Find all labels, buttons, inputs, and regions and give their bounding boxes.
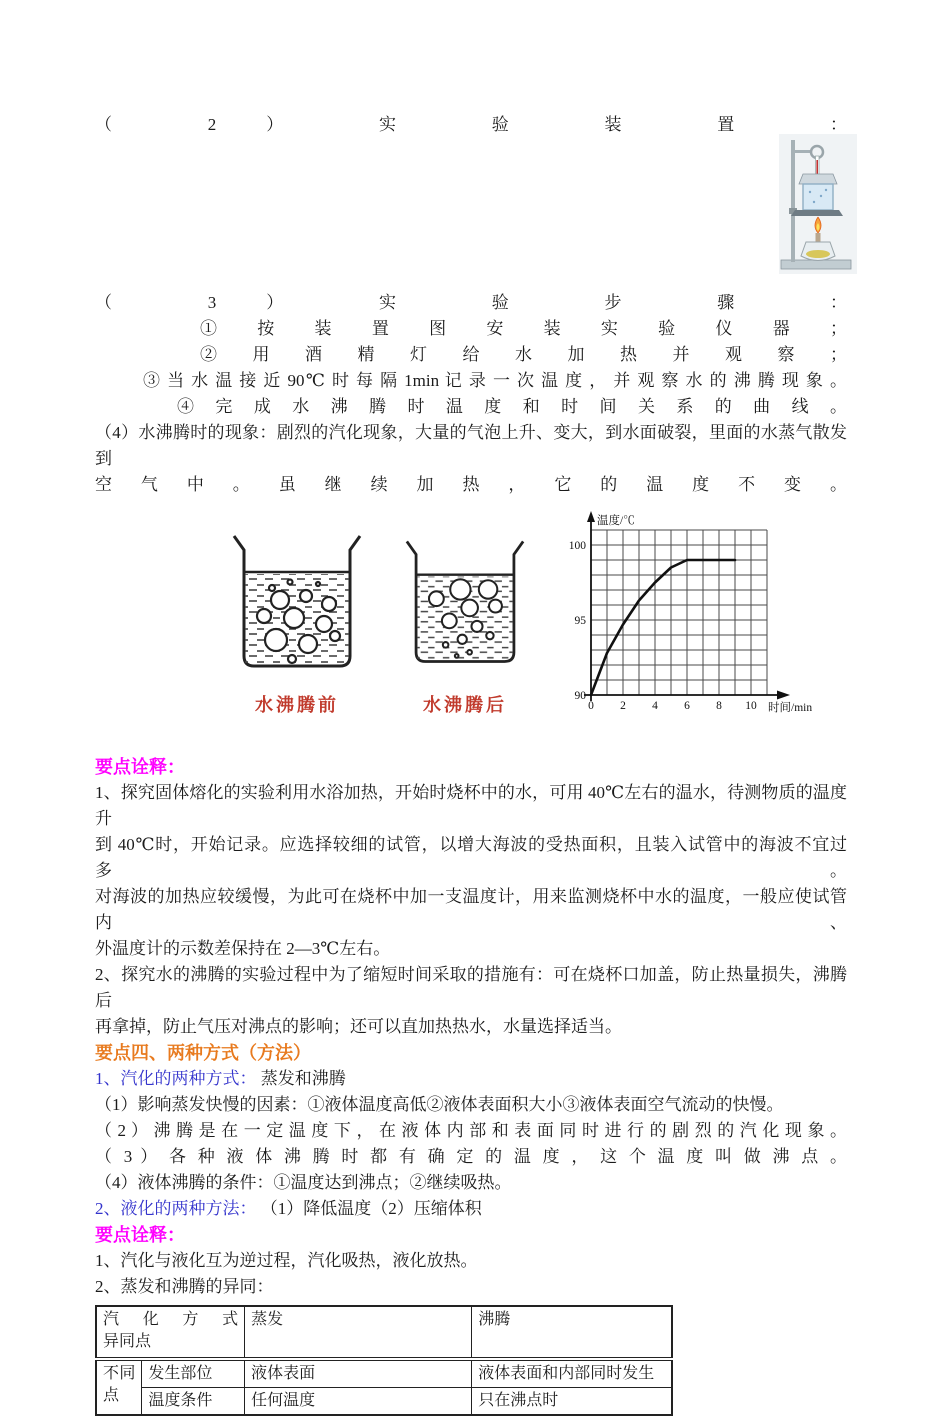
- figure-after-boiling: [405, 532, 525, 718]
- svg-text:10: 10: [745, 700, 757, 712]
- vaporization-methods-label: 1、汽化的两种方式：: [95, 1069, 257, 1088]
- vaporization-methods-text: 蒸发和沸腾: [256, 1069, 346, 1088]
- svg-text:0: 0: [588, 700, 594, 712]
- liquefaction-methods-label: 2、液化的两种方法：: [95, 1199, 257, 1218]
- x-axis-arrow: [777, 691, 790, 700]
- col-header-boiling: 沸腾: [472, 1306, 672, 1359]
- notes1-paragraph-1: [95, 780, 847, 962]
- key-notes-heading-2: 要点诠释：: [95, 1225, 185, 1245]
- row1-label: 发生部位: [142, 1359, 245, 1388]
- notes2-line1: 1、汽化与液化互为逆过程，汽化吸热，液化放热。: [95, 1251, 478, 1270]
- y-axis-arrow: [587, 511, 595, 522]
- step-2: ② 用 酒 精 灯 给 水 加 热 并 观 察 ；: [200, 345, 847, 364]
- notes1-p2-line2: 再拿掉，防止气压对沸点的影响；还可以直加热热水，水量选择适当。: [95, 1017, 622, 1036]
- steps-title-line: （ 3 ） 实 验 步 骤 ：: [95, 293, 847, 312]
- boiling-curve-chart: [563, 508, 818, 728]
- svg-text:100: 100: [568, 540, 586, 552]
- svg-text:2: 2: [620, 700, 626, 712]
- table-row: [96, 1359, 672, 1388]
- table-row: [96, 1388, 672, 1416]
- boiling-conditions-line: （4）液体沸腾的条件：①温度达到沸点；②继续吸热。: [95, 1173, 512, 1192]
- notes1-p2-line1: 2、探究水的沸腾的实验过程中为了缩短时间采取的措施有：可在烧杯口加盖，防止热量损失，沸腾后: [95, 965, 847, 1010]
- step-4: ④ 完 成 水 沸 腾 时 温 度 和 时 间 关 系 的 曲 线 。: [177, 397, 847, 416]
- beaker-figures: [232, 532, 525, 718]
- step-1: ① 按 装 置 图 安 装 实 验 仪 器 ；: [200, 319, 847, 338]
- y-axis-label: 温度/℃: [597, 515, 635, 527]
- figures-row: [95, 508, 847, 740]
- row1-boiling: 液体表面和内部同时发生: [472, 1359, 672, 1388]
- notes1-p1-line1: 1、探究固体熔化的实验利用水浴加热，开始时烧杯中的水，可用 40℃左右的温水，待测物质的温度升: [95, 783, 847, 828]
- row2-boiling: 只在沸点时: [472, 1388, 672, 1416]
- row2-evaporation: 任何温度: [245, 1388, 472, 1416]
- notes2-line2: 2、蒸发和沸腾的异同：: [95, 1277, 274, 1296]
- liquefaction-methods-line: [95, 1196, 847, 1222]
- apparatus-spacer: [95, 138, 847, 290]
- key-notes-heading-1: 要点诠释：: [95, 757, 185, 777]
- evaporation-factors-line: （1）影响蒸发快慢的因素：①液体温度高低②液体表面积大小③液体表面空气流动的快慢。: [95, 1095, 784, 1114]
- table-header-row: [96, 1306, 672, 1359]
- notes1-paragraph-2: [95, 962, 847, 1040]
- col-header-evaporation: 蒸发: [245, 1306, 472, 1359]
- beaker-after-drawing: [405, 532, 525, 682]
- row1-evaporation: 液体表面: [245, 1359, 472, 1388]
- table-corner-cell: [96, 1306, 245, 1359]
- notes1-p1-line2: 到 40℃时，开始记录。应选择较细的试管，以增大海波的受热面积，且装入试管中的海波不宜过多。: [95, 835, 847, 880]
- row2-label: 温度条件: [142, 1388, 245, 1416]
- boiling-definition-line: （ 2 ） 沸 腾 是 在 一 定 温 度 下 ， 在 液 体 内 部 和 表 面 同 时 进 行 的 剧 烈 的 汽 化 现 象 。: [95, 1121, 847, 1140]
- after-boiling-label: 水沸腾后: [423, 695, 507, 715]
- beaker-before-drawing: [232, 532, 362, 682]
- figure-before-boiling: [232, 532, 362, 718]
- setup-title-line: （ 2 ） 实 验 装 置 ：: [95, 115, 847, 134]
- svg-text:90: 90: [574, 690, 586, 702]
- corner-top-text: 汽 化 方 式: [103, 1311, 239, 1328]
- svg-text:6: 6: [684, 700, 690, 712]
- svg-text:4: 4: [652, 700, 658, 712]
- group-label-cell: 不同点: [96, 1359, 142, 1415]
- x-axis-label: 时间/min: [768, 702, 813, 714]
- evaporation-boiling-table: [95, 1305, 673, 1416]
- corner-bottom-text: 异同点: [103, 1333, 152, 1350]
- notes1-p1-line3: 对海波的加热应较缓慢，为此可在烧杯中加一支温度计，用来监测烧杯中水的温度，一般应使试管内、: [95, 887, 847, 932]
- vaporization-methods-line: [95, 1066, 847, 1092]
- notes1-p1-line4: 外温度计的示数差保持在 2—3℃左右。: [95, 939, 391, 958]
- liquefaction-methods-text: （1）降低温度（2）压缩体积: [256, 1199, 482, 1218]
- before-boiling-label: 水沸腾前: [255, 695, 339, 715]
- svg-text:8: 8: [716, 700, 722, 712]
- phenomenon-line-1: （4）水沸腾时的现象：剧烈的汽化现象，大量的气泡上升、变大，到水面破裂，里面的水蒸气散发到: [95, 423, 847, 468]
- svg-text:95: 95: [574, 615, 586, 627]
- chart-svg: [563, 508, 818, 720]
- section4-heading: 要点四、两种方式（方法）: [95, 1043, 311, 1063]
- step-3: ③ 当 水 温 接 近 90℃ 时 每 隔 1min 记 录 一 次 温 度 ， 并 观 察 水 的 沸 腾 现 象 。: [143, 371, 847, 390]
- boiling-point-line: （ 3 ） 各 种 液 体 沸 腾 时 都 有 确 定 的 温 度 ， 这 个 温 度 叫 做 沸 点 。: [95, 1147, 847, 1166]
- phenomenon-line-2: 空 气 中 。 虽 继 续 加 热 ， 它 的 温 度 不 变 。: [95, 475, 847, 494]
